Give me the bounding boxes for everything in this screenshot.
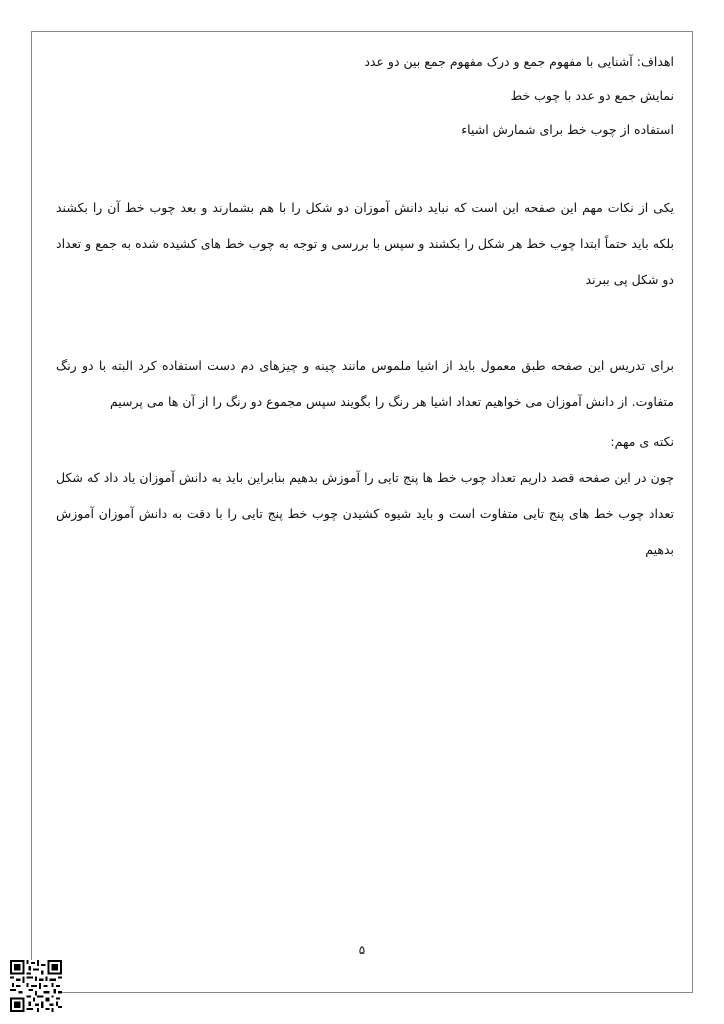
paragraph-teaching-method: برای تدریس این صفحه طبق معمول باید از اشیا ملموس مانند چینه و چیزهای دم دست استفاده کرد البته با دو رنگ متفاوت. از دانش آموزان می خواهیم تعداد اشیا هر رنگ را بگویند سپس مجموع دو رنگ را از آن ها می پرسیم	[56, 358, 674, 409]
paragraph-important-note: چون در این صفحه قصد داریم تعداد چوب خط ها پنج تایی را آموزش بدهیم بنابراین باید به دانش آموزان یاد داد که شکل تعداد چوب خط های پنج تایی متفاوت است و باید شیوه کشیدن چوب خط پنج تایی را با دقت به دانش آموزان آموزش بدهیم	[56, 470, 674, 557]
page-content	[56, 52, 674, 568]
note-heading: نکته ی مهم:	[610, 434, 674, 449]
objective-line-1: اهداف: آشنایی با مفهوم جمع و درک مفهوم جمع بین دو عدد	[364, 54, 674, 69]
objective-line-3: استفاده از چوب خط برای شمارش اشیاء	[461, 122, 674, 137]
page-number: ۵	[358, 943, 366, 957]
qr-code-icon	[10, 960, 62, 1012]
objective-line-2: نمایش جمع دو عدد با چوب خط	[510, 88, 674, 103]
paragraph-drawing-tally: یکی از نکات مهم این صفحه این است که نباید دانش آموزان دو شکل را با هم بشمارند و بعد چوب خط آن را بکشند بلکه باید حتماً ابتدا چوب خط هر شکل را بکشند و سپس با بررسی و توجه به چوب خط های کشیده شده به جمع و تعداد دو شکل پی ببرند	[56, 200, 674, 287]
